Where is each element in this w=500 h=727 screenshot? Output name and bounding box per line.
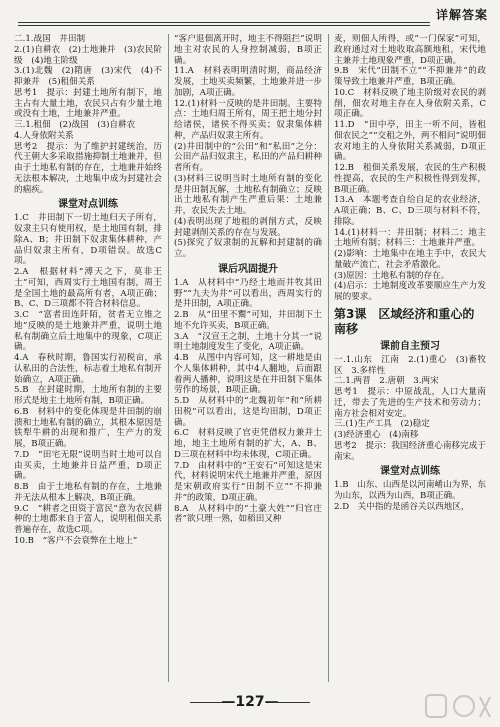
answer-paragraph: 2.B 从“田里不鬻”可知，井田制下土地不允许买卖，B项正确。: [174, 310, 322, 331]
answer-paragraph: 8.B 由于土地私有制的存在，土地兼并无法从根本上解决，B项正确。: [14, 482, 162, 503]
answer-paragraph: 3.(1)北魏 (2)隋唐 (3)宋代 (4)不抑兼并 (5)租佃关系: [14, 66, 162, 87]
column-middle: [174, 34, 322, 682]
lesson-title: 第3课 区域经济和重心的南移: [334, 306, 475, 336]
answer-paragraph: 14.(1)材料一：井田制；材料二：地主土地所有制；材料三：土地兼并严重。: [334, 227, 486, 249]
answer-paragraph: (2)井田制中的“公田”和“私田”之分：公田产品归奴隶主，私田的产品归耕种者所有。: [174, 141, 322, 173]
answer-paragraph: 12.(1)材料一反映的是井田制。主要特点：土地归周王所有，周王把土地分封给诸侯，诸侯不得买卖；奴隶集体耕种，产品归奴隶主所有。: [174, 98, 322, 141]
answer-paragraph: 11.A 材料表明明清时期，商品经济发展，土地买卖频繁，土地兼并进一步加剧，A项正确。: [174, 66, 322, 98]
page-header: [0, 0, 500, 30]
answer-paragraph: 思考2 提示：我国经济重心南移完成于南宋。: [334, 440, 486, 462]
answer-paragraph: 三.(1)生产工具 (2)稳定: [334, 419, 430, 430]
column-left: [14, 34, 162, 682]
answer-paragraph: 4.人身依附关系: [14, 130, 74, 141]
header-rule: [18, 22, 430, 26]
answer-paragraph: 2.(1)自耕农 (2)土地兼并 (3)农民阶级 (4)地主阶级: [14, 44, 162, 66]
answer-paragraph: 6.C 材料反映了官吏凭借权力兼并土地，地主土地所有制的扩大，A、B、D三项在材料中均未体现，C项正确。: [174, 428, 322, 460]
answer-paragraph: 3.C “富者田连阡陌，贫者无立锥之地”反映的是土地兼并严重，说明土地私有制确立后土地集中的现象，C项正确。: [14, 310, 162, 353]
answer-paragraph: 麦，则佃人所得，或“一门保家”可知，政府通过对土地收取高额地租，宋代地主兼并土地现象严重，D项正确。: [334, 34, 486, 66]
answer-paragraph: 13.A 本题考查自给自足的农业经济，A项正确；B、C、D三项与材料不符，排除。: [334, 195, 486, 227]
column-divider: [168, 34, 169, 682]
answer-paragraph: 7.D “田宅无限”说明当时土地可以自由买卖，土地兼并日益严重，D项正确。: [14, 449, 162, 482]
answer-paragraph: 二.1.战国 井田制: [14, 34, 86, 44]
answer-paragraph: 2.D 关中指的是函谷关以西地区，: [334, 501, 470, 512]
page-number-rule: [270, 702, 310, 703]
page-number: —127—: [221, 694, 279, 710]
section-heading: 课前自主预习: [380, 340, 440, 352]
section-heading: 课堂对点训练: [380, 466, 440, 478]
answer-paragraph: 三.1.租佃 (2)战国 (3)自耕农: [14, 120, 136, 130]
answer-paragraph: 9.C “耕者之田资于富民”意为农民耕种的土地都来自于富人，说明租佃关系普遍存在，故选C项。: [14, 503, 162, 535]
answer-paragraph: 二.1.两晋 2.唐朝 3.两宋: [334, 376, 439, 387]
answer-paragraph: 10.B “客户不会衰弊在土地上”: [14, 535, 138, 546]
answer-paragraph: (4)启示：土地制度改革要顺应生产力发展的要求。: [334, 281, 486, 302]
watermark-logo-icon: [424, 691, 494, 723]
answer-paragraph: (5)探究了奴隶制的瓦解和封建制的确立。: [174, 238, 322, 259]
answer-paragraph: 思考1 提示：中原战乱，人口大量南迁，带去了先进的生产技术和劳动力；南方社会相对安定。: [334, 387, 486, 419]
answer-paragraph: “客户退佃离开时，地主不得阻拦”说明地主对农民的人身控制减弱，B项正确。: [174, 34, 322, 66]
section-heading: 课后巩固提升: [218, 263, 278, 275]
answer-paragraph: 5.D 从材料中的“北魏初年”和“所耕田税”可以看出，这是均田制，D项正确。: [174, 396, 322, 428]
answer-paragraph: 4.B 从图中内容可知，这一耕地是由个人集体耕种，其中4人翻地，后面跟着两人播种，说明这是在井田制下集体劳作的场景，B项正确。: [174, 353, 322, 396]
answer-paragraph: 一.1.山东 江南 2.(1)重心 (3)畜牧区 3.多样性: [334, 354, 486, 376]
answer-page: [14, 34, 486, 682]
header-title: 详解答案: [435, 8, 488, 22]
answer-paragraph: (3)材料三说明当时土地所有制的变化是井田制瓦解，土地私有制确立；反映出土地私有制产生严重后果：土地兼并，农民失去土地。: [174, 173, 322, 216]
answer-paragraph: (3)经济重心 (4)南移: [334, 430, 419, 440]
answer-paragraph: (4)表明出现了地租的剥削方式，反映封建剥削关系的存在与发展。: [174, 216, 322, 238]
answer-paragraph: 8.A 从材料中的“土豪大姓”“归官庄者”欲只理一熟，如稻田又种: [174, 503, 322, 525]
answer-paragraph: 10.C 材料反映了地主阶级对农民的剥削，佃农对地主存在人身依附关系，C项正确。: [334, 87, 486, 120]
answer-paragraph: 7.D 由材料中的“王安石”可知这是宋代，材料说明宋代土地兼并严重，原因是宋朝政府实行“田制不立”“不抑兼并”的政策，D项正确。: [174, 460, 322, 503]
answer-paragraph: 6.B 材料中的变化体现是井田制的崩溃和土地私有制的确立，其根本原因是铁犁牛耕的出现和推广，生产力的发展，B项正确。: [14, 406, 162, 449]
answer-paragraph: 1.C 井田制下一切土地归天子所有，奴隶主只有使用权，是土地国有制，排除A、B；井田制下奴隶集体耕种，产品归奴隶主所有，D项错误。故选C项。: [14, 213, 162, 267]
answer-paragraph: 3.A “汉宣王之制，土地十分其一”说明土地制度发生了变化，A项正确。: [174, 331, 322, 353]
answer-paragraph: (2)影响：土地集中在地主手中，农民大量破产流亡，社会矛盾激化。: [334, 249, 486, 270]
section-heading: 课堂对点训练: [58, 199, 118, 211]
answer-paragraph: (3)原因：土地私有制的存在。: [334, 270, 450, 281]
answer-paragraph: 思考1 提示：封建土地所有制下，地主占有大量土地，农民只占有少量土地或没有土地，土地兼并严重。: [14, 87, 162, 120]
answer-paragraph: 思考2 提示：为了维护封建统治，历代王朝大多采取措施抑制土地兼并，但由于土地私有制的存在，土地兼并始终无法根本解决，土地集中成为封建社会的痼疾。: [14, 141, 162, 195]
column-divider: [328, 34, 329, 682]
answer-paragraph: 1.A 从材料中“乃经土地而井牧其田野”“九夫为井”可以看出，西周实行的是井田制，A项正确。: [174, 277, 322, 310]
answer-paragraph: 5.B 在封建时期，土地所有制的主要形式是地主土地所有制，B项正确。: [14, 385, 162, 406]
answer-paragraph: 4.A 春秋时期，鲁国实行初税亩，承认私田的合法性，标志着土地私有制开始确立，A项正确。: [14, 353, 162, 385]
answer-paragraph: 12.B 租佃关系发展，农民的生产积极性提高，农民的生产积极性得到发挥，B项正确。: [334, 163, 486, 195]
answer-paragraph: 9.B 宋代“田制不立”“不抑兼并”的政策导致土地兼并严重，B项正确。: [334, 66, 486, 87]
answer-paragraph: 1.B 山东、山西是以河南崤山为界，东为山东，以西为山西，B项正确。: [334, 480, 486, 501]
answer-paragraph: 11.D “田中亭，田主一听不问，皆租佃农民之”“交租之外，两不相问”说明佃农对地主的人身依附关系减弱，D项正确。: [334, 120, 486, 163]
column-right: [334, 34, 486, 682]
answer-paragraph: 2.A 根据材料“溥天之下，莫非王土”可知，西周实行土地国有制，周王是全国土地的最高所有者，A项正确；B、C、D三项都不符合材料信息。: [14, 267, 162, 310]
